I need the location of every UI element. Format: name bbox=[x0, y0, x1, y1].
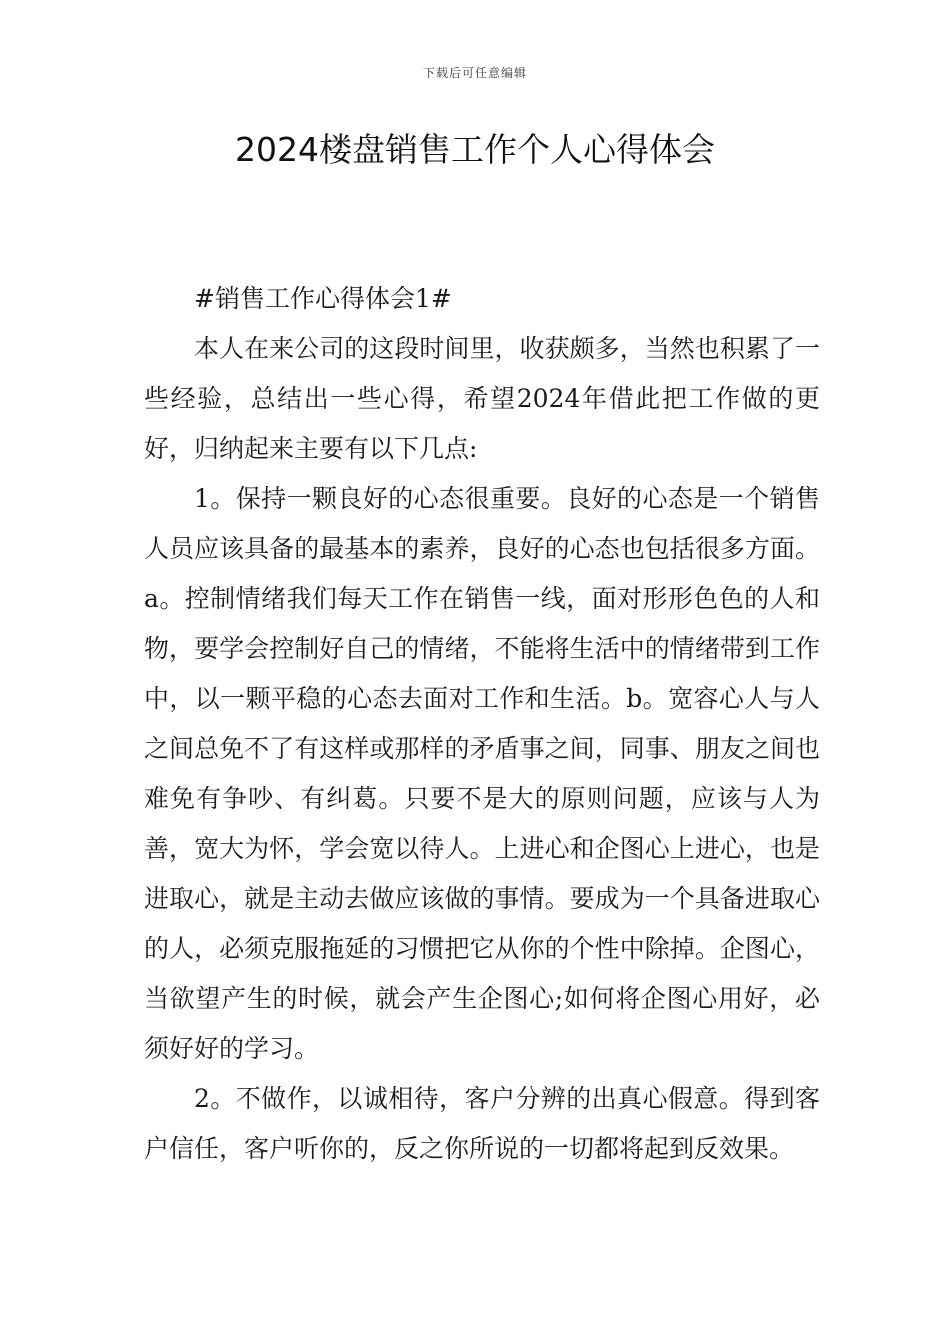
point-1-paragraph: 1。保持一颗良好的心态很重要。良好的心态是一个销售人员应该具备的最基本的素养，良好的心态也包括很多方面。a。控制情绪我们每天工作在销售一线，面对形形色色的人和物，要学会控制好自己的情绪，不能将生活中的情绪带到工作中，以一颗平稳的心态去面对工作和生活。b。宽容心人与人之间总免不了有这样或那样的矛盾事之间，同事、朋友之间也难免有争吵、有纠葛。只要不是大的原则问题，应该与人为善，宽大为怀，学会宽以待人。上进心和企图心上进心，也是进取心，就是主动去做应该做的事情。要成为一个具备进取心的人，必须克服拖延的习惯把它从你的个性中除掉。企图心，当欲望产生的时候，就会产生企图心;如何将企图心用好，必须好好的学习。 bbox=[144, 484, 820, 1063]
document-body bbox=[144, 274, 820, 1174]
header-note: 下载后可任意编辑 bbox=[422, 66, 527, 80]
document-title: 2024楼盘销售工作个人心得体会 bbox=[235, 130, 715, 169]
intro-paragraph: 本人在来公司的这段时间里，收获颇多，当然也积累了一些经验，总结出一些心得，希望2024年借此把工作做的更好，归纳起来主要有以下几点: bbox=[144, 334, 820, 463]
section-heading: #销售工作心得体会1# bbox=[194, 284, 452, 313]
point-2-paragraph: 2。不做作，以诚相待，客户分辨的出真心假意。得到客户信任，客户听你的，反之你所说的一切都将起到反效果。 bbox=[144, 1084, 820, 1163]
